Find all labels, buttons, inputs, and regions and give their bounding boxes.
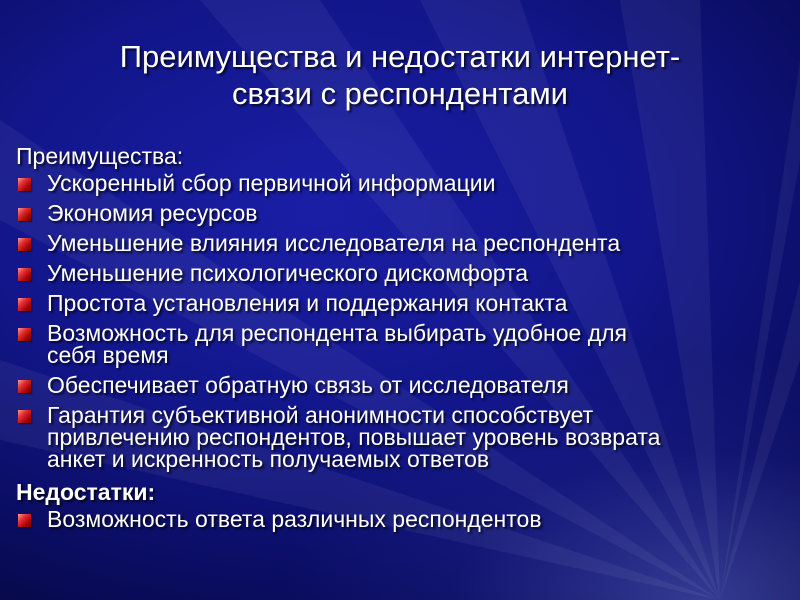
list-item-text: Гарантия субъективной анонимности способствует	[47, 402, 594, 428]
list-item-text: привлечению респондентов, повышает уровень возврата	[47, 424, 661, 450]
slide-title-line-2: связи с респондентами	[232, 76, 568, 111]
square-bullet-icon	[18, 178, 31, 191]
list-item-text: Возможность ответа различных респондентов	[47, 506, 542, 532]
slide-title-line-1: Преимущества и недостатки интернет-	[119, 39, 681, 74]
list-item	[16, 202, 786, 224]
advantages-list	[16, 172, 786, 470]
advantages-heading: Преимущества:	[16, 143, 184, 169]
list-item	[16, 374, 786, 396]
list-item-text: Уменьшение влияния исследователя на респондента	[47, 230, 621, 256]
list-item	[16, 322, 786, 366]
list-item	[16, 172, 786, 194]
slide-title	[60, 38, 740, 112]
square-bullet-icon	[18, 328, 31, 341]
list-item-text: Возможность для респондента выбирать удобное для	[47, 320, 627, 346]
disadvantages-list	[16, 508, 786, 530]
slide-body	[16, 142, 786, 538]
list-item-text: анкет и искренность получаемых ответов	[47, 446, 490, 472]
list-item-text: Простота установления и поддержания контакта	[47, 290, 568, 316]
square-bullet-icon	[18, 514, 31, 527]
list-item	[16, 262, 786, 284]
square-bullet-icon	[18, 410, 31, 423]
list-item	[16, 232, 786, 254]
square-bullet-icon	[18, 268, 31, 281]
list-item	[16, 508, 786, 530]
list-item-text: Ускоренный сбор первичной информации	[47, 170, 496, 196]
square-bullet-icon	[18, 238, 31, 251]
square-bullet-icon	[18, 208, 31, 221]
list-item-text: себя время	[47, 342, 169, 368]
list-item-text: Экономия ресурсов	[47, 200, 258, 226]
list-item	[16, 404, 786, 470]
list-item	[16, 292, 786, 314]
square-bullet-icon	[18, 298, 31, 311]
list-item-text: Обеспечивает обратную связь от исследователя	[47, 372, 569, 398]
list-item-text: Уменьшение психологического дискомфорта	[47, 260, 529, 286]
disadvantages-heading: Недостатки:	[16, 479, 156, 505]
square-bullet-icon	[18, 380, 31, 393]
